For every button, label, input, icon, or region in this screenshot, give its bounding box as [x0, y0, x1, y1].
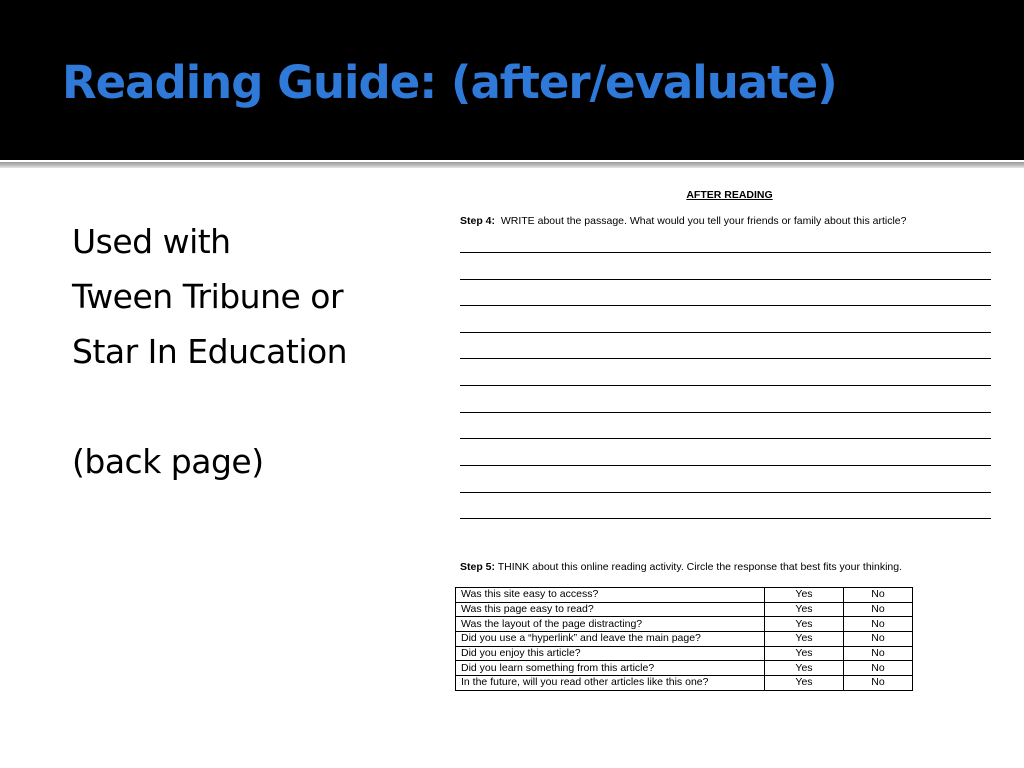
yes-cell: Yes	[765, 588, 844, 603]
no-cell: No	[844, 588, 913, 603]
no-cell: No	[844, 646, 913, 661]
left-text-block	[72, 214, 432, 489]
answer-line	[460, 438, 991, 439]
yes-cell: Yes	[765, 632, 844, 647]
question-cell: Did you learn something from this article?	[456, 661, 765, 676]
left-text-line: Star In Education	[72, 332, 348, 371]
answer-line	[460, 465, 991, 466]
question-cell: In the future, will you read other articles like this one?	[456, 676, 765, 691]
no-cell: No	[844, 676, 913, 691]
left-text-line: Tween Tribune or	[72, 277, 344, 316]
step5-instruction	[460, 561, 902, 573]
question-cell: Was this page easy to read?	[456, 602, 765, 617]
table-row	[456, 661, 913, 676]
step4-text: WRITE about the passage. What would you tell your friends or family about this article?	[500, 215, 907, 227]
table-row	[456, 632, 913, 647]
left-text-line: Used with	[72, 222, 231, 261]
step4-label: Step 4:	[460, 215, 496, 227]
table-row	[456, 676, 913, 691]
question-cell: Did you enjoy this article?	[456, 646, 765, 661]
spacer	[72, 379, 432, 434]
back-page-note: (back page)	[72, 442, 264, 481]
title-divider	[0, 160, 1024, 168]
yes-cell: Yes	[765, 602, 844, 617]
answer-line	[460, 332, 991, 333]
answer-line	[460, 492, 991, 493]
evaluation-table	[455, 587, 913, 691]
answer-line	[460, 252, 991, 253]
no-cell: No	[844, 661, 913, 676]
step4-instruction	[460, 215, 906, 227]
table-row	[456, 646, 913, 661]
answer-line	[460, 518, 991, 519]
question-cell: Was this site easy to access?	[456, 588, 765, 603]
answer-line	[460, 385, 991, 386]
step5-text: THINK about this online reading activity. Circle the response that best fits your thinking.	[497, 561, 903, 573]
yes-cell: Yes	[765, 617, 844, 632]
answer-line	[460, 305, 991, 306]
yes-cell: Yes	[765, 676, 844, 691]
yes-cell: Yes	[765, 661, 844, 676]
answer-line	[460, 279, 991, 280]
question-cell: Was the layout of the page distracting?	[456, 617, 765, 632]
step5-label: Step 5:	[460, 561, 496, 573]
table-row	[456, 602, 913, 617]
worksheet-heading: AFTER READING	[686, 189, 773, 201]
question-cell: Did you use a “hyperlink” and leave the main page?	[456, 632, 765, 647]
answer-line	[460, 412, 991, 413]
no-cell: No	[844, 602, 913, 617]
table-row	[456, 617, 913, 632]
no-cell: No	[844, 617, 913, 632]
table-row	[456, 588, 913, 603]
answer-line	[460, 358, 991, 359]
slide-title: Reading Guide: (after/evaluate)	[62, 56, 837, 109]
yes-cell: Yes	[765, 646, 844, 661]
worksheet-image	[452, 186, 997, 689]
no-cell: No	[844, 632, 913, 647]
